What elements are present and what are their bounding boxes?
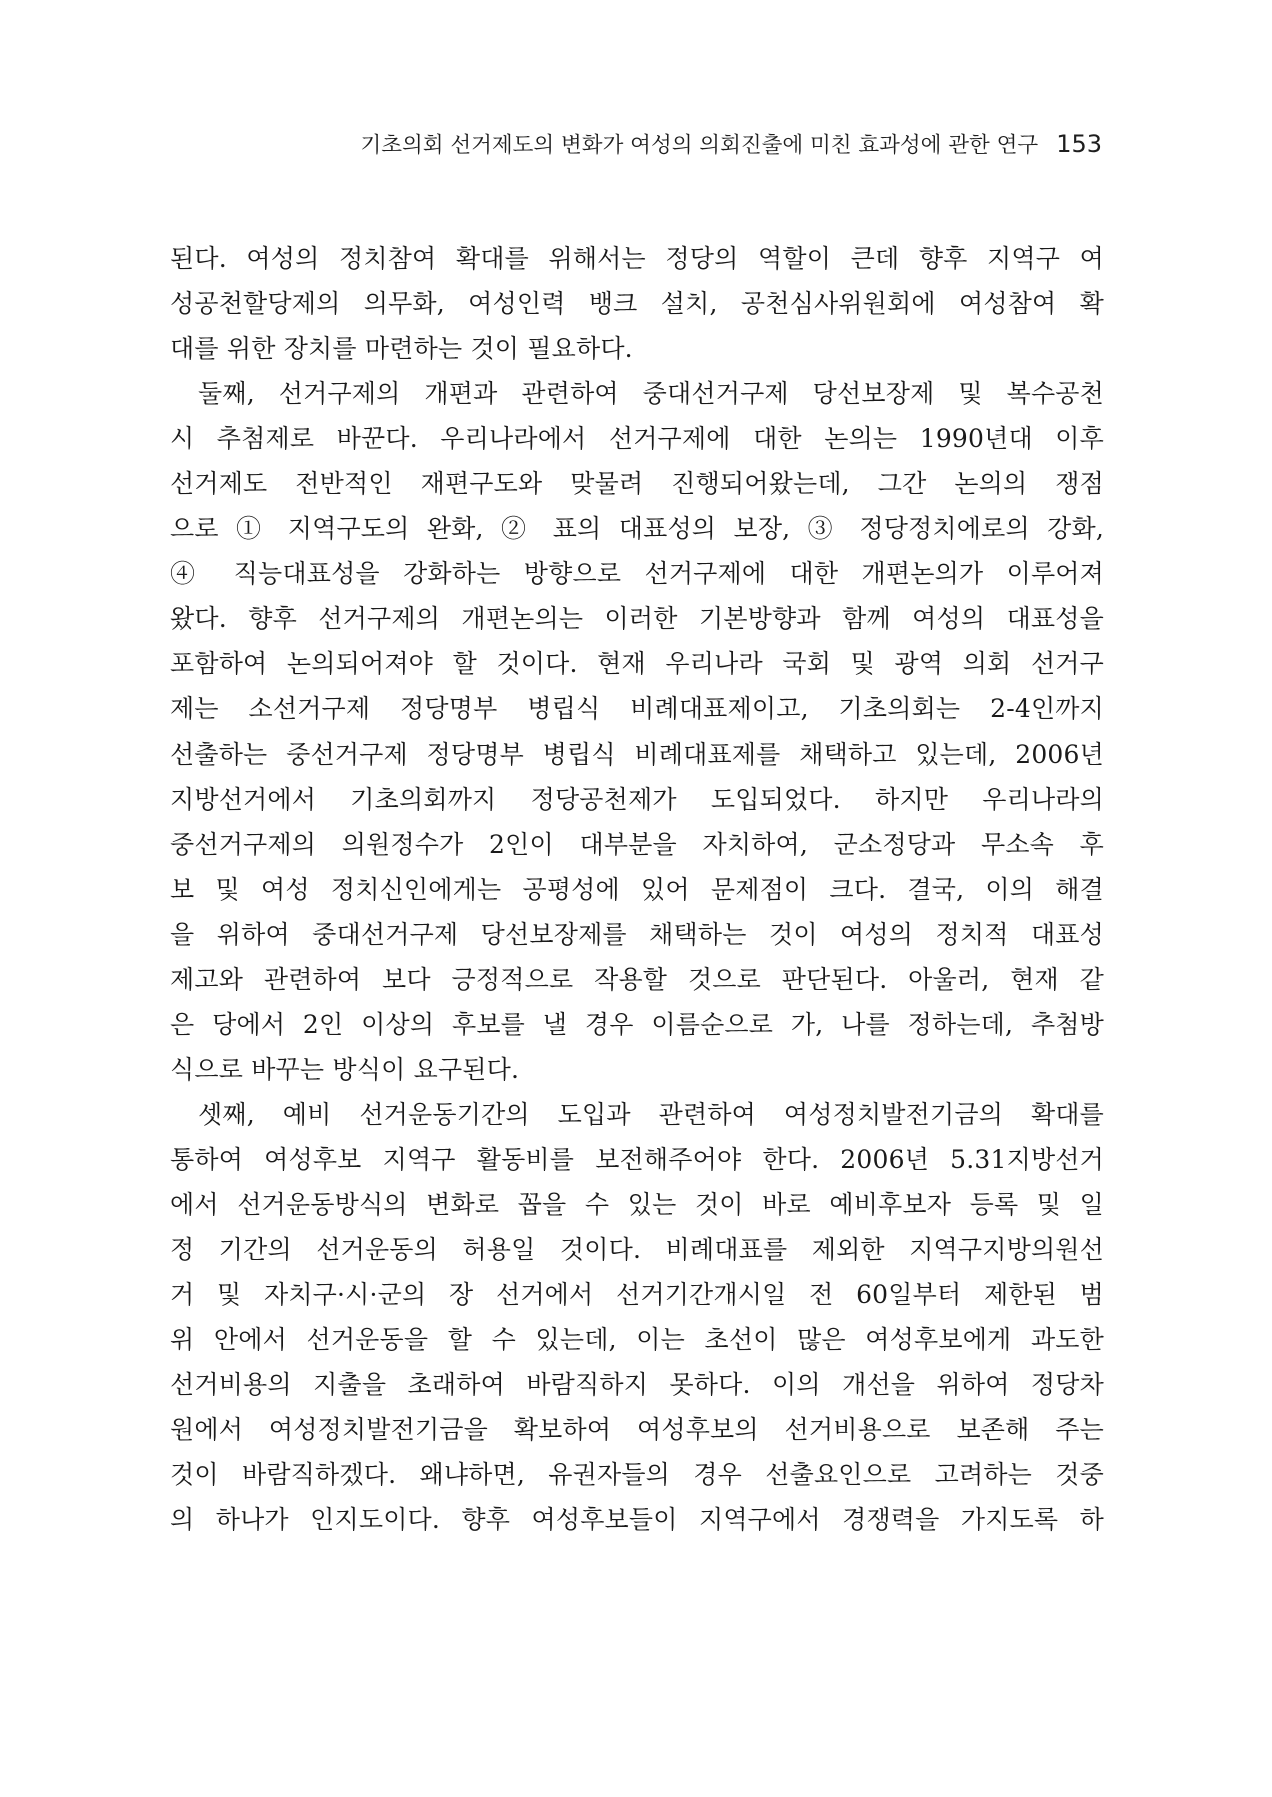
- text-line: ④ 직능대표성을 강화하는 방향으로 선거구제에 대한 개편논의가 이루어져: [170, 559, 1104, 589]
- text-line: 거 및 자치구·시·군의 장 선거에서 선거기간개시일 전 60일부터 제한된 범: [170, 1280, 1104, 1310]
- text-line: 선출하는 중선거구제 정당명부 병립식 비례대표제를 채택하고 있는데, 2006년: [170, 739, 1104, 769]
- text-line: 원에서 여성정치발전기금을 확보하여 여성후보의 선거비용으로 보존해 주는: [170, 1415, 1104, 1445]
- text-line: 성공천할당제의 의무화, 여성인력 뱅크 설치, 공천심사위원회에 여성참여 확: [170, 289, 1104, 319]
- text-line: 선거제도 전반적인 재편구도와 맞물려 진행되어왔는데, 그간 논의의 쟁점: [170, 469, 1104, 499]
- text-line: 통하여 여성후보 지역구 활동비를 보전해주어야 한다. 2006년 5.31지방선거: [170, 1144, 1104, 1174]
- text-line: 에서 선거운동방식의 변화로 꼽을 수 있는 것이 바로 예비후보자 등록 및 일: [170, 1189, 1104, 1219]
- text-line: 을 위하여 중대선거구제 당선보장제를 채택하는 것이 여성의 정치적 대표성: [170, 919, 1104, 949]
- text-line: 포함하여 논의되어져야 할 것이다. 현재 우리나라 국회 및 광역 의회 선거구: [170, 649, 1104, 679]
- text-line: 제고와 관련하여 보다 긍정적으로 작용할 것으로 판단된다. 아울러, 현재 같: [170, 964, 1104, 994]
- text-line: 지방선거에서 기초의회까지 정당공천제가 도입되었다. 하지만 우리나라의: [170, 784, 1104, 814]
- page-number: 153: [1056, 130, 1102, 158]
- text-line: 된다. 여성의 정치참여 확대를 위해서는 정당의 역할이 큰데 향후 지역구 여: [170, 244, 1104, 273]
- text-line: 대를 위한 장치를 마련하는 것이 필요하다.: [170, 334, 633, 364]
- text-line: 위 안에서 선거운동을 할 수 있는데, 이는 초선이 많은 여성후보에게 과도한: [170, 1325, 1104, 1355]
- text-line: 으로 ① 지역구도의 완화, ② 표의 대표성의 보장, ③ 정당정치에로의 강화,: [170, 514, 1104, 544]
- body-text: [170, 236, 1104, 1542]
- text-line: 의 하나가 인지도이다. 향후 여성후보들이 지역구에서 경쟁력을 가지도록 하: [170, 1505, 1104, 1535]
- text-line: 왔다. 향후 선거구제의 개편논의는 이러한 기본방향과 함께 여성의 대표성을: [170, 604, 1104, 634]
- paragraph-start-line: 셋째, 예비 선거운동기간의 도입과 관련하여 여성정치발전기금의 확대를: [198, 1099, 1104, 1129]
- running-header: [300, 128, 1102, 168]
- running-title: 기초의회 선거제도의 변화가 여성의 의회진출에 미친 효과성에 관한 연구: [360, 133, 1039, 158]
- text-line: 것이 바람직하겠다. 왜냐하면, 유권자들의 경우 선출요인으로 고려하는 것중: [170, 1460, 1104, 1490]
- text-line: 은 당에서 2인 이상의 후보를 낼 경우 이름순으로 가, 나를 정하는데, 추첨방: [170, 1009, 1104, 1039]
- text-line: 시 추첨제로 바꾼다. 우리나라에서 선거구제에 대한 논의는 1990년대 이후: [170, 424, 1104, 454]
- text-line: 중선거구제의 의원정수가 2인이 대부분을 자치하여, 군소정당과 무소속 후: [170, 829, 1104, 859]
- paragraph-start-line: 둘째, 선거구제의 개편과 관련하여 중대선거구제 당선보장제 및 복수공천: [198, 379, 1104, 409]
- text-line: 제는 소선거구제 정당명부 병립식 비례대표제이고, 기초의회는 2-4인까지: [170, 694, 1104, 724]
- text-line: 식으로 바꾸는 방식이 요구된다.: [170, 1054, 520, 1084]
- text-line: 선거비용의 지출을 초래하여 바람직하지 못하다. 이의 개선을 위하여 정당차: [170, 1370, 1104, 1400]
- text-line: 정 기간의 선거운동의 허용일 것이다. 비례대표를 제외한 지역구지방의원선: [170, 1235, 1104, 1265]
- text-line: 보 및 여성 정치신인에게는 공평성에 있어 문제점이 크다. 결국, 이의 해결: [170, 874, 1104, 904]
